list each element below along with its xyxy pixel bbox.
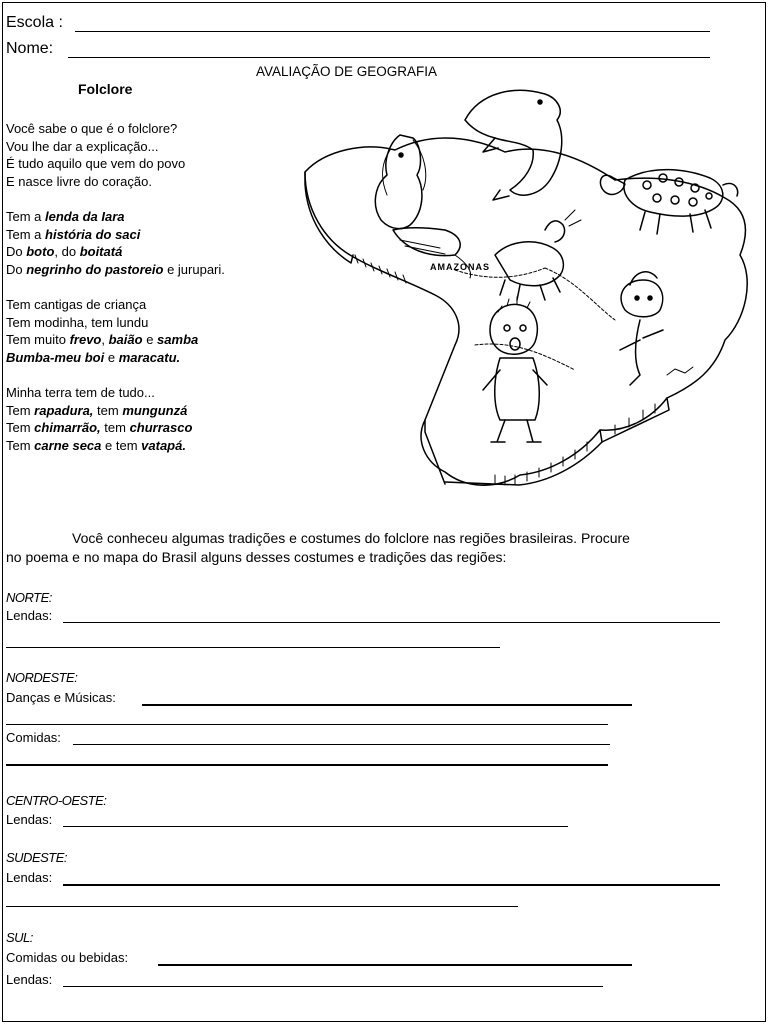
poem-line: Minha terra tem de tudo... — [6, 385, 155, 400]
sul-lendas-label: Lendas: — [6, 972, 53, 987]
brazil-folklore-map-illustration — [295, 80, 765, 510]
instructions-line-2: no poema e no mapa do Brasil alguns desses costumes e tradições das regiões: — [6, 549, 507, 565]
poem-line: Do negrinho do pastoreio e jurupari. — [6, 261, 225, 277]
poem — [6, 120, 225, 454]
poem-line: Tem modinha, tem lundu — [6, 314, 149, 330]
region-sudeste-title: SUDESTE: — [6, 850, 68, 865]
poem-line: É tudo aquilo que vem do povo — [6, 156, 186, 171]
region-norte-title: NORTE: — [6, 590, 52, 605]
name-label: Nome: — [6, 40, 54, 57]
poem-line: Tem cantigas de criança — [6, 297, 147, 312]
page-title: AVALIAÇÃO DE GEOGRAFIA — [256, 64, 438, 79]
norte-lendas-field-2[interactable] — [6, 647, 500, 648]
poem-line: Tem muito frevo, baião e samba — [6, 332, 199, 347]
poem-line: Você sabe o que é o folclore? — [6, 121, 178, 136]
section-title: Folclore — [78, 81, 133, 97]
nordeste-comidas-field[interactable] — [73, 744, 610, 745]
map-caption: AMAZONAS — [430, 262, 490, 272]
poem-line: Bumba-meu boi e maracatu. — [6, 349, 181, 365]
poem-line: Tem a lenda da Iara — [6, 209, 125, 224]
sul-lendas-field[interactable] — [63, 986, 603, 987]
poem-line: Vou lhe dar a explicação... — [6, 138, 159, 154]
centro-oeste-lendas-label: Lendas: — [6, 812, 53, 827]
poem-line: E nasce livre do coração. — [6, 173, 152, 189]
school-field[interactable] — [75, 31, 710, 32]
poem-line: Tem carne seca e tem vatapá. — [6, 437, 186, 453]
region-centro-oeste-title: CENTRO-OESTE: — [6, 793, 107, 808]
poem-line: Tem a história do saci — [6, 226, 141, 242]
poem-line: Do boto, do boitatá — [6, 244, 123, 259]
centro-oeste-lendas-field[interactable] — [63, 826, 568, 827]
school-label: Escola : — [6, 14, 63, 31]
boy-figure — [490, 304, 537, 354]
sudeste-lendas-field-2[interactable] — [6, 906, 518, 907]
name-field[interactable] — [68, 57, 710, 58]
sul-comidas-field[interactable] — [158, 964, 632, 966]
sudeste-lendas-label: Lendas: — [6, 870, 53, 885]
norte-lendas-field[interactable] — [63, 622, 720, 623]
sudeste-lendas-field[interactable] — [63, 884, 720, 886]
region-sul-title: SUL: — [6, 930, 33, 945]
nordeste-comidas-label: Comidas: — [6, 730, 61, 745]
nordeste-dancas-field[interactable] — [142, 704, 632, 706]
nordeste-dancas-field-2[interactable] — [6, 724, 608, 725]
sul-comidas-label: Comidas ou bebidas: — [6, 950, 129, 965]
poem-line: Tem chimarrão, tem churrasco — [6, 420, 193, 435]
poem-line: Tem rapadura, tem mungunzá — [6, 402, 188, 418]
region-nordeste-title: NORDESTE: — [6, 670, 78, 685]
brazil-map-outline — [305, 138, 747, 485]
nordeste-comidas-field-2[interactable] — [6, 764, 608, 766]
nordeste-dancas-label: Danças e Músicas: — [6, 690, 116, 705]
saci-figure — [621, 280, 663, 317]
instructions-line-1: Você conheceu algumas tradições e costumes do folclore nas regiões brasileiras. Procure — [72, 530, 630, 546]
norte-lendas-label: Lendas: — [6, 608, 53, 623]
